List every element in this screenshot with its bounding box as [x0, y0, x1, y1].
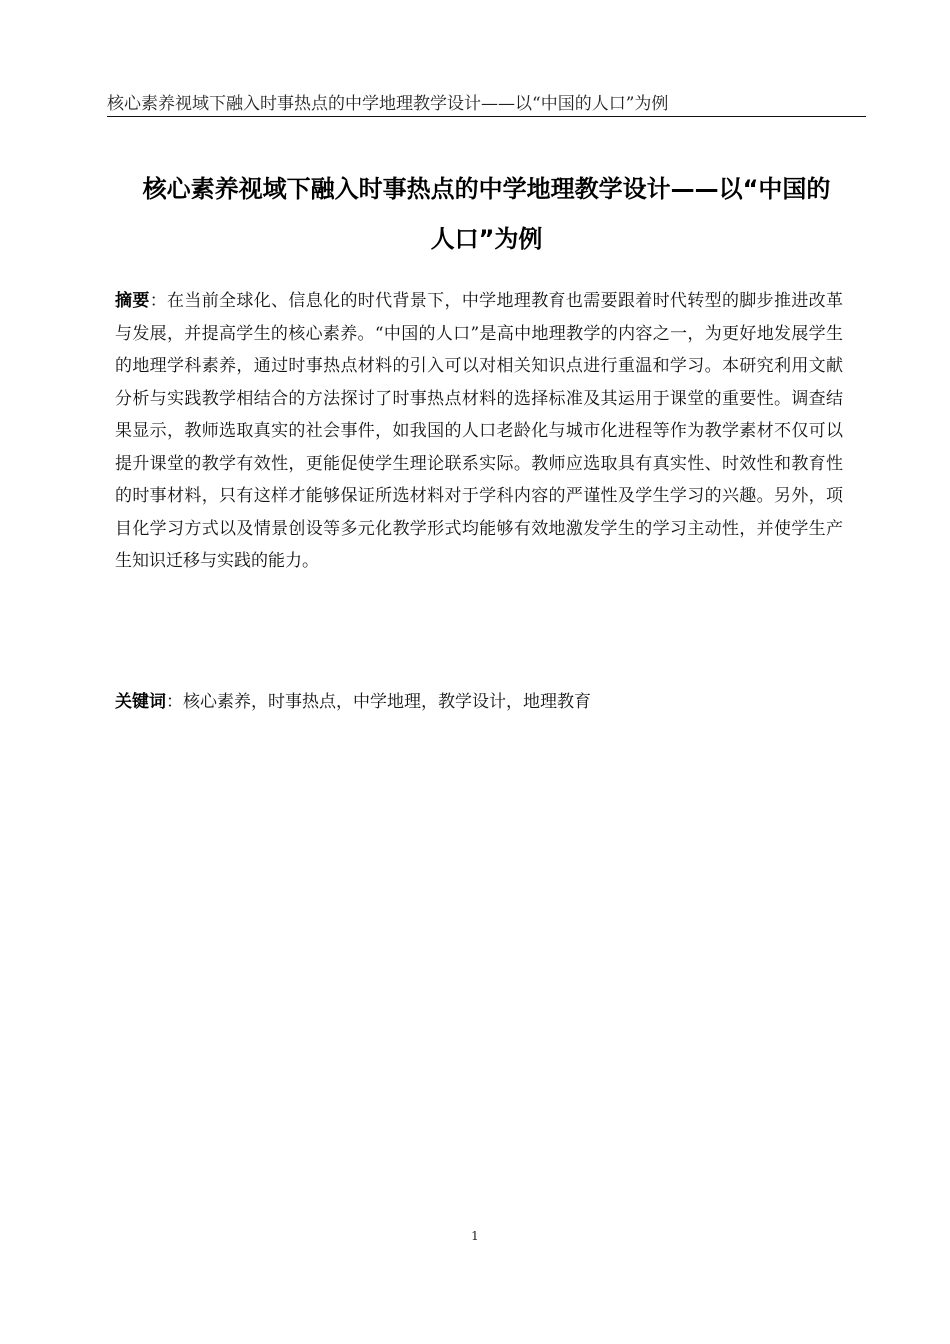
paper-title-line-1: 核心素养视域下融入时事热点的中学地理教学设计——以“中国的 [142, 175, 831, 203]
keywords-colon: ： [166, 692, 183, 712]
keywords-label: 关键词 [115, 692, 166, 712]
abstract [115, 285, 843, 578]
keywords [115, 686, 843, 718]
abstract-text: 在当前全球化、信息化的时代背景下，中学地理教育也需要跟着时代转型的脚步推进改革与发展，并提高学生的核心素养。“中国的人口”是高中地理教学的内容之一，为更好地发展学生的地理学科素养，通过时事热点材料的引入可以对相关知识点进行重温和学习。本研究利用文献分析与实践教学相结合的方法探讨了时事热点材料的选择标准及其运用于课堂的重要性。调查结果显示，教师选取真实的社会事件，如我国的人口老龄化与城市化进程等作为教学素材不仅可以提升课堂的教学有效性，更能促使学生理论联系实际。教师应选取具有真实性、时效性和教育性的时事材料，只有这样才能够保证所选材料对于学科内容的严谨性及学生学习的兴趣。另外，项目化学习方式以及情景创设等多元化教学形式均能够有效地激发学生的学习主动性，并使学生产生知识迁移与实践的能力。 [115, 291, 844, 571]
abstract-label: 摘要 [115, 291, 150, 311]
keywords-text: 核心素养，时事热点，中学地理，教学设计，地理教育 [183, 692, 591, 712]
running-header: 核心素养视域下融入时事热点的中学地理教学设计——以“中国的人口”为例 [107, 94, 669, 114]
paper-title-line-2: 人口”为例 [430, 225, 543, 253]
page-number: 1 [471, 1229, 479, 1243]
paper-title [107, 164, 866, 264]
abstract-colon: ： [149, 291, 168, 311]
header-rule [107, 116, 866, 117]
